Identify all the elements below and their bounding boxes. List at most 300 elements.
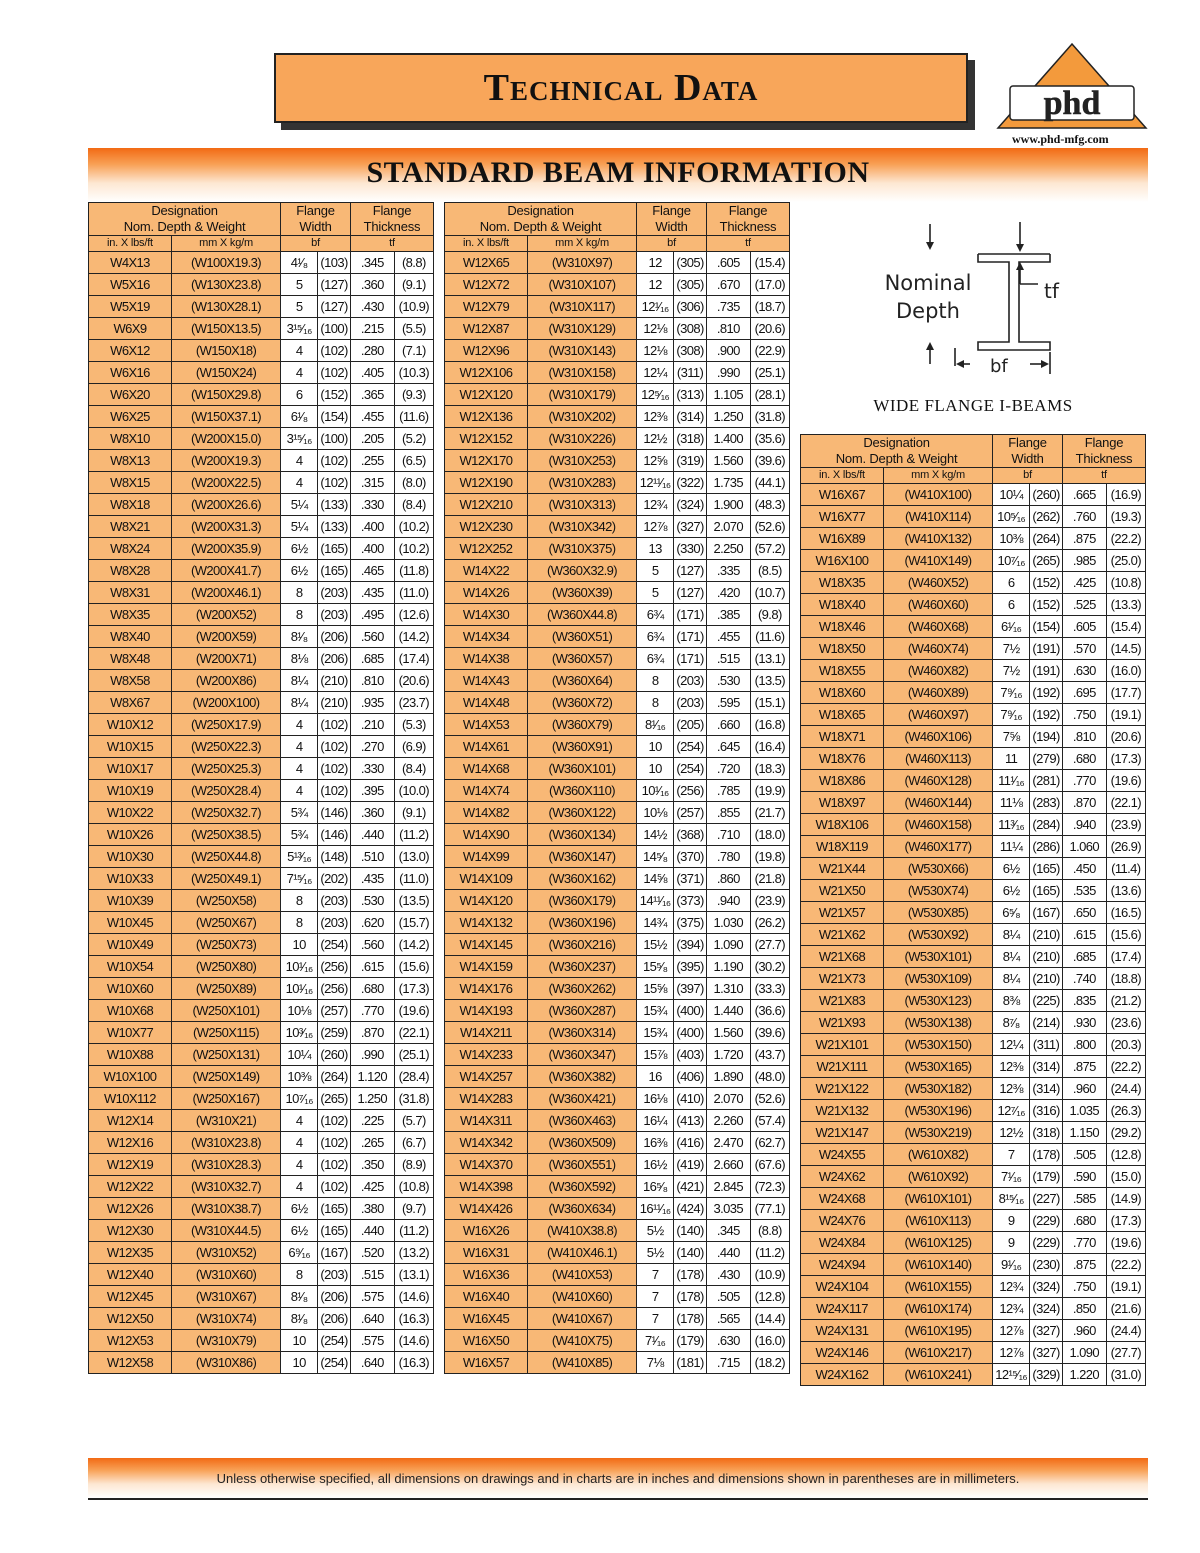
flange-thickness-mm: (11.2): [394, 1220, 433, 1242]
flange-width-in: 4: [281, 758, 318, 780]
designation-mm: (W530X138): [883, 1012, 992, 1034]
flange-thickness-mm: (48.0): [750, 1066, 789, 1088]
designation-mm: (W610X217): [883, 1342, 992, 1364]
flange-width-in: 10¼: [993, 484, 1030, 506]
table-row: [89, 912, 434, 934]
designation-mm: (W610X155): [883, 1276, 992, 1298]
flange-width-in: 15½: [637, 934, 674, 956]
table-row: [801, 924, 1146, 946]
flange-width-mm: (324): [674, 494, 707, 516]
flange-thickness-mm: (62.7): [750, 1132, 789, 1154]
table-row: [445, 1220, 790, 1242]
designation-mm: (W530X74): [883, 880, 992, 902]
flange-thickness-mm: (5.2): [394, 428, 433, 450]
flange-thickness-mm: (16.0): [750, 1330, 789, 1352]
flange-width-mm: (305): [674, 252, 707, 274]
designation-mm: (W200X31.3): [171, 516, 280, 538]
designation-mm: (W410X67): [527, 1308, 636, 1330]
flange-thickness-in: .665: [1062, 484, 1106, 506]
designation-mm: (W360X44.8): [527, 604, 636, 626]
flange-thickness-mm: (6.5): [394, 450, 433, 472]
flange-width-mm: (152): [318, 384, 351, 406]
flange-thickness-mm: (48.3): [750, 494, 789, 516]
designation-mm: (W360X551): [527, 1154, 636, 1176]
flange-thickness-in: .960: [1062, 1320, 1106, 1342]
flange-thickness-in: .405: [350, 362, 394, 384]
designation-mm: (W360X382): [527, 1066, 636, 1088]
flange-width-in: 16¼: [637, 1110, 674, 1132]
flange-width-in: 16¹¹⁄₁₆: [637, 1198, 674, 1220]
designation-mm: (W360X147): [527, 846, 636, 868]
wide-flange-caption: WIDE FLANGE I-BEAMS: [873, 396, 1073, 415]
logo-text: phd: [1043, 85, 1101, 122]
flange-width-in: 10⅜: [993, 528, 1030, 550]
flange-width-mm: (102): [318, 340, 351, 362]
table-row: [801, 572, 1146, 594]
designation-mm: (W360X162): [527, 868, 636, 890]
designation-in: W21X83: [801, 990, 884, 1012]
designation-in: W14X257: [445, 1066, 528, 1088]
flange-thickness-mm: (8.4): [394, 494, 433, 516]
flange-thickness-in: .685: [1062, 946, 1106, 968]
flange-thickness-in: .810: [1062, 726, 1106, 748]
nom-depth-label: Nom. Depth & Weight: [479, 219, 602, 234]
flange-thickness-mm: (15.6): [394, 956, 433, 978]
flange-thickness-mm: (11.4): [1106, 858, 1145, 880]
flange-thickness-in: .630: [1062, 660, 1106, 682]
flange-width-mm: (227): [1030, 1188, 1063, 1210]
flange-thickness-in: .420: [706, 582, 750, 604]
designation-mm: (W360X134): [527, 824, 636, 846]
flange-thickness-header: Flange Thickness: [1062, 435, 1145, 468]
flange-thickness-in: .850: [1062, 1298, 1106, 1320]
designation-in: W16X45: [445, 1308, 528, 1330]
designation-mm: (W250X22.3): [171, 736, 280, 758]
flange-width-mm: (265): [318, 1088, 351, 1110]
table-row: [801, 748, 1146, 770]
flange-width-in: 4: [281, 1154, 318, 1176]
flange-thickness-mm: (6.7): [394, 1132, 433, 1154]
flange-thickness-mm: (26.2): [750, 912, 789, 934]
designation-mm: (W150X37.1): [171, 406, 280, 428]
flange-thickness-in: .560: [350, 626, 394, 648]
flange-width-in: 8: [637, 692, 674, 714]
designation-mm: (W610X92): [883, 1166, 992, 1188]
designation-in: W14X26: [445, 582, 528, 604]
title-banner: [274, 53, 968, 123]
depth-label: Depth: [896, 299, 960, 323]
flange-width-in: 8: [637, 670, 674, 692]
flange-width-in: 12⁷⁄₁₆: [993, 1100, 1030, 1122]
table-row: [801, 1144, 1146, 1166]
flange-thickness-mm: (9.7): [394, 1198, 433, 1220]
table-row: [89, 428, 434, 450]
flange-width-in: 10⁵⁄₁₆: [993, 506, 1030, 528]
flange-thickness-in: .900: [706, 340, 750, 362]
flange-thickness-in: .720: [706, 758, 750, 780]
designation-in: W12X16: [89, 1132, 172, 1154]
designation-in: W10X39: [89, 890, 172, 912]
flange-thickness-mm: (17.4): [394, 648, 433, 670]
flange-width-mm: (264): [1030, 528, 1063, 550]
flange-thickness-mm: (9.1): [394, 274, 433, 296]
flange-thickness-mm: (31.0): [1106, 1364, 1145, 1386]
flange-thickness-in: .990: [706, 362, 750, 384]
table-row: [445, 252, 790, 274]
flange-thickness-in: .630: [706, 1330, 750, 1352]
designation-mm: (W460X177): [883, 836, 992, 858]
designation-mm: (W360X79): [527, 714, 636, 736]
designation-mm: (W360X347): [527, 1044, 636, 1066]
flange-thickness-in: .455: [706, 626, 750, 648]
designation-mm: (W530X182): [883, 1078, 992, 1100]
flange-width-mm: (191): [1030, 638, 1063, 660]
flange-thickness-in: .605: [1062, 616, 1106, 638]
flange-thickness-in: .360: [350, 274, 394, 296]
flange-thickness-in: .530: [350, 890, 394, 912]
designation-in: W18X86: [801, 770, 884, 792]
flange-width-in: 4: [281, 736, 318, 758]
flange-width-in: 7⅛: [637, 1352, 674, 1374]
designation-mm: (W250X32.7): [171, 802, 280, 824]
designation-in: W10X22: [89, 802, 172, 824]
flange-thickness-in: .680: [350, 978, 394, 1000]
designation-in: W12X19: [89, 1154, 172, 1176]
flange-width-in: 5: [637, 582, 674, 604]
flange-thickness-mm: (20.6): [750, 318, 789, 340]
flange-thickness-in: .575: [350, 1330, 394, 1352]
table-row: [801, 1100, 1146, 1122]
flange-width-mm: (257): [674, 802, 707, 824]
flange-thickness-mm: (11.2): [394, 824, 433, 846]
table-row: [801, 1012, 1146, 1034]
flange-width-mm: (256): [674, 780, 707, 802]
flange-thickness-mm: (19.6): [394, 1000, 433, 1022]
flange-width-mm: (127): [318, 274, 351, 296]
flange-width-mm: (192): [1030, 682, 1063, 704]
flange-thickness-mm: (35.6): [750, 428, 789, 450]
flange-thickness-mm: (36.6): [750, 1000, 789, 1022]
flange-thickness-in: .835: [1062, 990, 1106, 1012]
flange-width-in: 12¼: [993, 1034, 1030, 1056]
table-row: [89, 1088, 434, 1110]
designation-in: W18X65: [801, 704, 884, 726]
flange-width-mm: (102): [318, 362, 351, 384]
flange-width-mm: (171): [674, 604, 707, 626]
designation-in: W24X62: [801, 1166, 884, 1188]
flange-width-in: 7½: [993, 638, 1030, 660]
flange-thickness-mm: (15.4): [1106, 616, 1145, 638]
designation-mm: (W150X24): [171, 362, 280, 384]
table-row: [801, 704, 1146, 726]
designation-in: W18X50: [801, 638, 884, 660]
flange-width-in: 4¹⁄₈: [281, 252, 318, 274]
flange-thickness-in: .615: [350, 956, 394, 978]
flange-width-mm: (205): [674, 714, 707, 736]
designation-in: W16X40: [445, 1286, 528, 1308]
designation-in: W18X76: [801, 748, 884, 770]
designation-in: W14X53: [445, 714, 528, 736]
flange-width-mm: (103): [318, 252, 351, 274]
designation-mm: (W460X74): [883, 638, 992, 660]
designation-mm: (W250X25.3): [171, 758, 280, 780]
table-row: [445, 824, 790, 846]
flange-thickness-mm: (5.7): [394, 1110, 433, 1132]
designation-in: W12X72: [445, 274, 528, 296]
flange-width-in: 5: [281, 296, 318, 318]
flange-width-in: 8: [281, 1264, 318, 1286]
designation-in: W8X21: [89, 516, 172, 538]
table-row: [801, 638, 1146, 660]
flange-thickness-mm: (16.9): [1106, 484, 1145, 506]
flange-width-in: 12¾: [993, 1276, 1030, 1298]
designation-mm: (W610X125): [883, 1232, 992, 1254]
flange-width-in: 4: [281, 340, 318, 362]
designation-mm: (W610X241): [883, 1364, 992, 1386]
flange-thickness-in: .660: [706, 714, 750, 736]
designation-in: W16X36: [445, 1264, 528, 1286]
flange-width-in: 11⅛: [993, 792, 1030, 814]
table-row: [89, 406, 434, 428]
flange-width-in: 10¹⁄₁₆: [281, 978, 318, 1000]
flange-thickness-mm: (15.1): [750, 692, 789, 714]
table-row: [89, 1000, 434, 1022]
flange-width-in: 6: [281, 384, 318, 406]
designation-in: W12X22: [89, 1176, 172, 1198]
table-row: [89, 824, 434, 846]
table-row: [445, 494, 790, 516]
flange-width-in: 12: [637, 274, 674, 296]
flange-width-in: 6½: [993, 858, 1030, 880]
table-row: [801, 1122, 1146, 1144]
flange-width-mm: (370): [674, 846, 707, 868]
flange-thickness-in: 1.090: [706, 934, 750, 956]
flange-thickness-mm: (29.2): [1106, 1122, 1145, 1144]
flange-width-mm: (419): [674, 1154, 707, 1176]
table-row: [89, 516, 434, 538]
flange-width-in: 14⅝: [637, 868, 674, 890]
designation-in: W18X106: [801, 814, 884, 836]
flange-thickness-mm: (31.8): [750, 406, 789, 428]
table-row: [445, 846, 790, 868]
flange-width-in: 6½: [281, 1198, 318, 1220]
designation-mm: (W200X26.6): [171, 494, 280, 516]
table-row: [801, 1232, 1146, 1254]
table-row: [445, 538, 790, 560]
designation-mm: (W460X68): [883, 616, 992, 638]
flange-width-in: 8¹⁄₈: [281, 1308, 318, 1330]
flange-thickness-in: .350: [350, 1154, 394, 1176]
flange-width-in: 7⁹⁄₁₆: [993, 704, 1030, 726]
table-row: [445, 274, 790, 296]
table-row: [89, 780, 434, 802]
designation-mm: (W310X32.7): [171, 1176, 280, 1198]
flange-width-in: 16: [637, 1066, 674, 1088]
flange-thickness-in: .640: [350, 1352, 394, 1374]
designation-in: W14X82: [445, 802, 528, 824]
designation-in: W10X45: [89, 912, 172, 934]
table-row: [801, 682, 1146, 704]
designation-mm: (W200X22.5): [171, 472, 280, 494]
designation-in: W12X120: [445, 384, 528, 406]
flange-width-mm: (167): [1030, 902, 1063, 924]
flange-thickness-mm: (11.2): [750, 1242, 789, 1264]
flange-width-mm: (397): [674, 978, 707, 1000]
website-url[interactable]: www.phd-mfg.com: [1012, 132, 1109, 146]
designation-in: W10X12: [89, 714, 172, 736]
flange-thickness-in: 2.070: [706, 1088, 750, 1110]
designation-mm: (W250X167): [171, 1088, 280, 1110]
flange-width-in: 14¾: [637, 912, 674, 934]
bf-header: bf: [993, 468, 1063, 484]
designation-mm: (W150X13.5): [171, 318, 280, 340]
flange-thickness-mm: (22.2): [1106, 528, 1145, 550]
table-row: [89, 1132, 434, 1154]
flange-thickness-in: 1.720: [706, 1044, 750, 1066]
flange-width-in: 8: [281, 912, 318, 934]
designation-mm: (W460X89): [883, 682, 992, 704]
flange-thickness-in: 1.250: [706, 406, 750, 428]
flange-width-mm: (133): [318, 494, 351, 516]
flange-thickness-mm: (17.3): [394, 978, 433, 1000]
flange-width-in: 5¼: [281, 494, 318, 516]
flange-width-in: 16⅜: [637, 1132, 674, 1154]
table-row: [445, 736, 790, 758]
flange-thickness-mm: (23.7): [394, 692, 433, 714]
designation-in: W14X99: [445, 846, 528, 868]
designation-in: W24X131: [801, 1320, 884, 1342]
table-row: [89, 560, 434, 582]
flange-thickness-mm: (22.1): [394, 1022, 433, 1044]
designation-in: W16X67: [801, 484, 884, 506]
flange-width-in: 12⅞: [993, 1320, 1030, 1342]
flange-width-mm: (102): [318, 1176, 351, 1198]
flange-thickness-in: .860: [706, 868, 750, 890]
table-row: [89, 1242, 434, 1264]
designation-mm: (W310X52): [171, 1242, 280, 1264]
table-row: [89, 978, 434, 1000]
flange-thickness-mm: (10.8): [394, 1176, 433, 1198]
flange-width-in: 15⅞: [637, 1044, 674, 1066]
designation-mm: (W250X17.9): [171, 714, 280, 736]
flange-width-mm: (400): [674, 1000, 707, 1022]
flange-thickness-mm: (20.3): [1106, 1034, 1145, 1056]
flange-width-in: 12⅛: [637, 340, 674, 362]
flange-width-in: 12⅜: [993, 1078, 1030, 1100]
flange-thickness-in: .695: [1062, 682, 1106, 704]
flange-width-in: 7: [637, 1264, 674, 1286]
flange-thickness-mm: (23.9): [1106, 814, 1145, 836]
designation-in: W14X311: [445, 1110, 528, 1132]
tf-label: tf: [1044, 279, 1059, 303]
flange-width-mm: (210): [318, 670, 351, 692]
designation-in: W10X49: [89, 934, 172, 956]
flange-thickness-in: 2.470: [706, 1132, 750, 1154]
designation-mm: (W460X97): [883, 704, 992, 726]
table-row: [89, 1022, 434, 1044]
flange-thickness-mm: (13.1): [394, 1264, 433, 1286]
designation-in: W24X104: [801, 1276, 884, 1298]
flange-thickness-in: 1.190: [706, 956, 750, 978]
table-row: [801, 770, 1146, 792]
flange-thickness-in: 2.845: [706, 1176, 750, 1198]
designation-in: W14X38: [445, 648, 528, 670]
designation-mm: (W360X51): [527, 626, 636, 648]
flange-thickness-mm: (18.8): [1106, 968, 1145, 990]
flange-thickness-mm: (12.6): [394, 604, 433, 626]
designation-in: W10X60: [89, 978, 172, 1000]
flange-width-in: 4: [281, 780, 318, 802]
flange-width-in: 16½: [637, 1154, 674, 1176]
designation-mm: (W360X91): [527, 736, 636, 758]
nom-depth-label: Nom. Depth & Weight: [123, 219, 246, 234]
flange-width-mm: (279): [1030, 748, 1063, 770]
designation-mm: (W360X64): [527, 670, 636, 692]
designation-in: W6X25: [89, 406, 172, 428]
flange-width-mm: (421): [674, 1176, 707, 1198]
designation-mm: (W460X82): [883, 660, 992, 682]
flange-width-mm: (203): [318, 890, 351, 912]
flange-thickness-in: .430: [706, 1264, 750, 1286]
designation-in: W14X132: [445, 912, 528, 934]
flange-thickness-in: .330: [350, 494, 394, 516]
flange-width-mm: (322): [674, 472, 707, 494]
table-row: [801, 1166, 1146, 1188]
flange-width-mm: (178): [674, 1308, 707, 1330]
flange-thickness-mm: (17.4): [1106, 946, 1145, 968]
flange-width-mm: (265): [1030, 550, 1063, 572]
flange-thickness-in: .430: [350, 296, 394, 318]
flange-thickness-in: .810: [350, 670, 394, 692]
flange-width-mm: (371): [674, 868, 707, 890]
flange-width-mm: (179): [674, 1330, 707, 1352]
flange-width-mm: (152): [1030, 572, 1063, 594]
designation-mm: (W200X35.9): [171, 538, 280, 560]
flange-thickness-mm: (11.6): [394, 406, 433, 428]
flange-width-in: 8¹⁄₁₆: [637, 714, 674, 736]
flange-width-in: 5¼: [281, 516, 318, 538]
designation-in: W8X35: [89, 604, 172, 626]
designation-in: W12X50: [89, 1308, 172, 1330]
flange-thickness-mm: (18.3): [750, 758, 789, 780]
flange-thickness-in: .315: [350, 472, 394, 494]
designation-mm: (W250X44.8): [171, 846, 280, 868]
table-row: [89, 274, 434, 296]
bf-header: bf: [637, 236, 707, 252]
table-row: [89, 736, 434, 758]
flange-width-in: 8¼: [993, 946, 1030, 968]
flange-thickness-in: .535: [1062, 880, 1106, 902]
flange-thickness-in: .515: [706, 648, 750, 670]
table-row: [445, 1176, 790, 1198]
flange-width-in: 8¹⁄₈: [281, 1286, 318, 1308]
flange-width-in: 8¼: [281, 670, 318, 692]
designation-mm: (W310X342): [527, 516, 636, 538]
flange-thickness-mm: (14.4): [750, 1308, 789, 1330]
flange-thickness-mm: (14.5): [1106, 638, 1145, 660]
flange-thickness-mm: (19.6): [1106, 770, 1145, 792]
flange-thickness-in: .440: [706, 1242, 750, 1264]
designation-mm: (W200X59): [171, 626, 280, 648]
flange-thickness-in: .425: [350, 1176, 394, 1198]
flange-thickness-in: 1.440: [706, 1000, 750, 1022]
flange-thickness-in: .510: [350, 846, 394, 868]
table-row: [801, 594, 1146, 616]
flange-width-in: 10³⁄₁₆: [281, 1022, 318, 1044]
flange-width-mm: (318): [674, 428, 707, 450]
designation-mm: (W250X73): [171, 934, 280, 956]
flange-thickness-in: .465: [350, 560, 394, 582]
